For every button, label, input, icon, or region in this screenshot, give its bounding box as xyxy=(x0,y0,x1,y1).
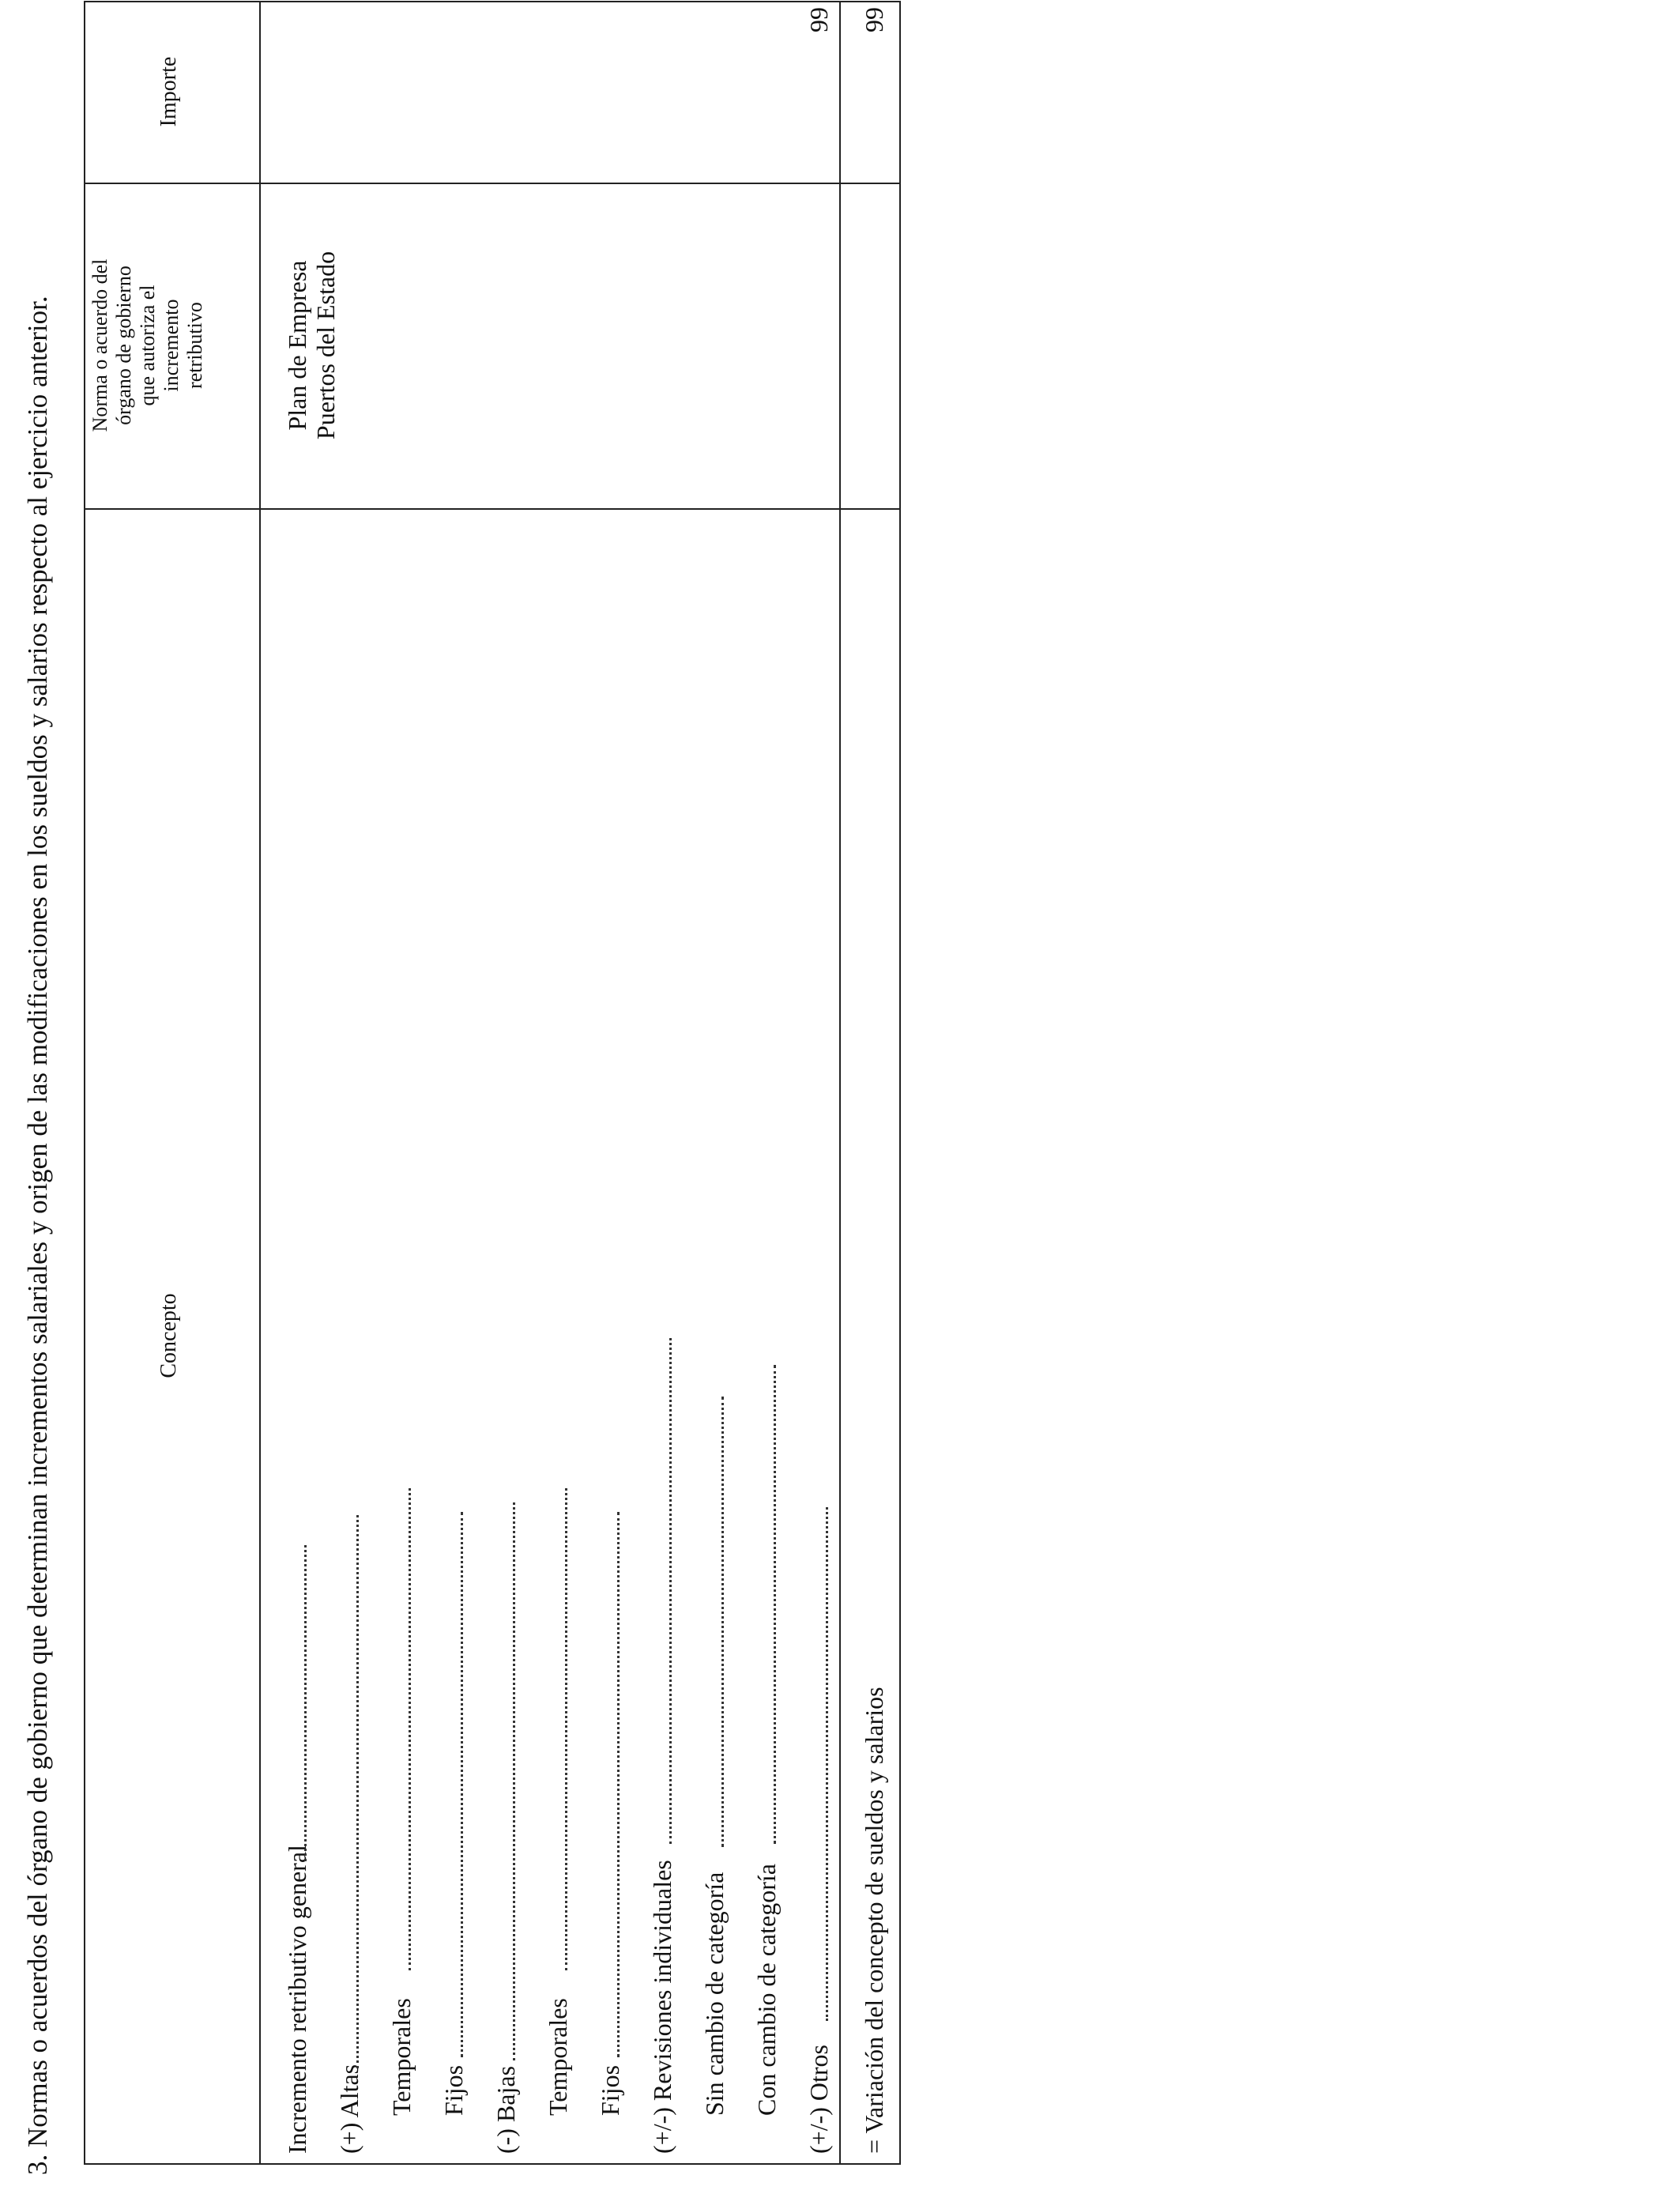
row-label: (+/-) Otros xyxy=(804,2044,833,2154)
header-concepto: Concepto xyxy=(156,1293,181,1378)
header-importe: Importe xyxy=(156,56,181,127)
leader-dots xyxy=(804,1507,828,2021)
leader-dots xyxy=(648,1338,672,1844)
norma-value xyxy=(283,183,340,508)
total-divider xyxy=(839,2,841,2163)
row-label: Temporales xyxy=(544,1998,572,2116)
norma-value-line: Puertos del Estado xyxy=(311,251,340,440)
importe-value: 99 xyxy=(804,7,833,32)
header-divider xyxy=(259,2,261,2163)
header-norma-line: que autoriza el xyxy=(136,285,159,406)
row-label: Fijos xyxy=(596,2064,624,2116)
column-divider-concepto xyxy=(85,508,899,510)
salary-table xyxy=(84,1,901,2165)
leader-dots xyxy=(387,1488,411,1970)
header-norma xyxy=(89,183,207,508)
leader-dots xyxy=(596,1512,620,2057)
row-label: (+) Altas xyxy=(335,2064,363,2154)
section-heading: 3. Normas o acuerdos del órgano de gobierno que determinan incrementos salariales y origen de las modificaciones en los sueldos y salarios respecto al ejercicio anterior. xyxy=(22,296,53,2175)
leader-dots xyxy=(752,1365,776,1844)
row-label: (+/-) Revisiones individuales xyxy=(648,1860,676,2154)
total-importe-value: 99 xyxy=(860,7,888,32)
row-label: Incremento retributivo general xyxy=(283,1845,311,2154)
leader-dots xyxy=(544,1488,567,1970)
row-label: Temporales xyxy=(387,1998,416,2116)
leader-dots xyxy=(700,1397,724,1847)
header-norma-line: retributivo xyxy=(183,302,206,389)
row-label: Sin cambio de categoría xyxy=(700,1872,729,2116)
row-label: (-) Bajas xyxy=(492,2065,520,2154)
leader-dots xyxy=(439,1512,463,2057)
leader-dots xyxy=(335,1515,359,2068)
total-label: = Variación del concepto de sueldos y salarios xyxy=(860,1687,888,2154)
header-norma-line: incremento xyxy=(160,299,183,392)
header-norma-line: órgano de gobierno xyxy=(112,266,135,425)
leader-dots xyxy=(283,1545,307,1861)
norma-value-line: Plan de Empresa xyxy=(283,260,311,431)
column-divider-norma xyxy=(85,183,899,184)
leader-dots xyxy=(492,1502,515,2060)
row-label: Fijos xyxy=(439,2064,468,2116)
header-norma-line: Norma o acuerdo del xyxy=(89,258,111,432)
row-label: Con cambio de categoría xyxy=(752,1864,781,2116)
